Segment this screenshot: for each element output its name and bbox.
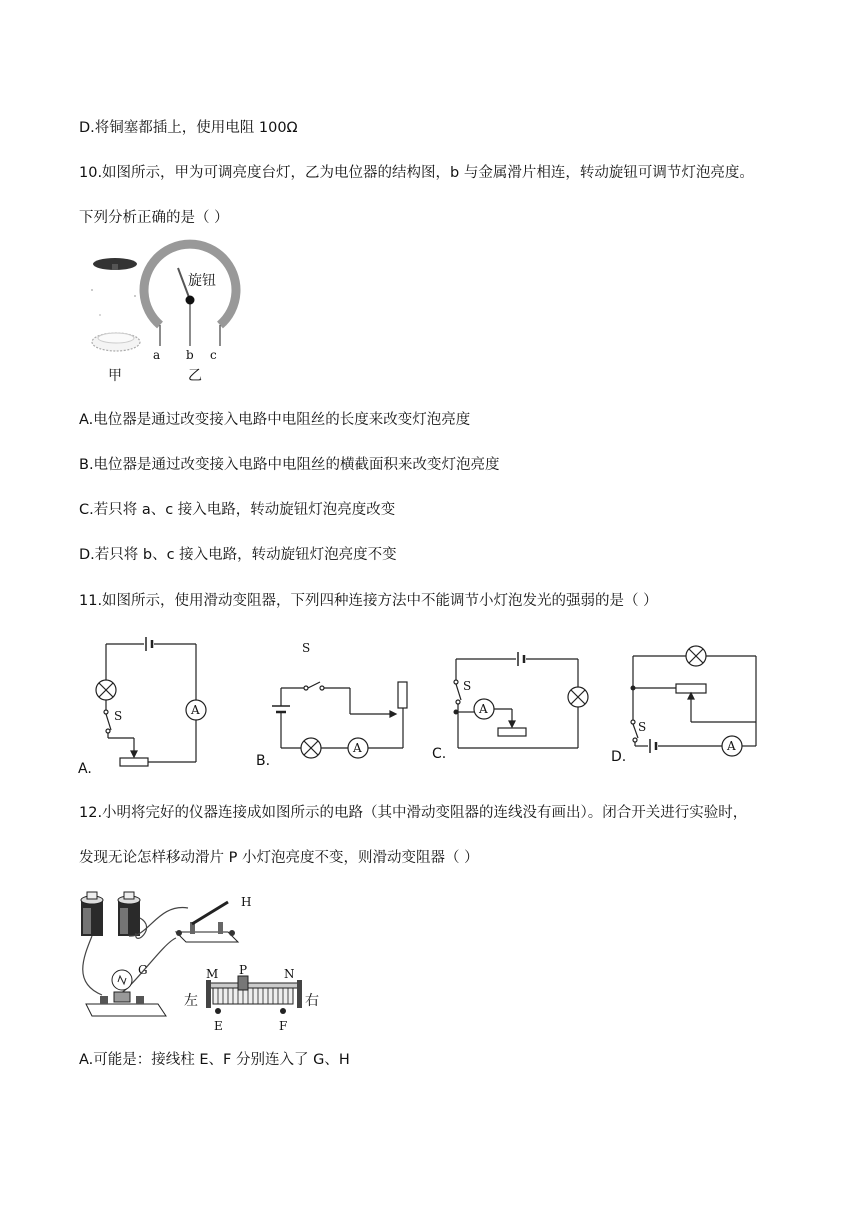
- label-yi: 乙: [188, 368, 202, 384]
- circuit-b: [272, 682, 407, 758]
- figure-12: [78, 888, 328, 1038]
- option-a-q10: A.电位器是通过改变接入电路中电阻丝的长度来改变灯泡亮度: [79, 412, 471, 428]
- label-jia: 甲: [108, 368, 122, 384]
- option-d-q9: D.将铜塞都插上，使用电阻 100Ω: [79, 120, 298, 136]
- question-12: 12.小明将完好的仪器连接成如图所示的电路（其中滑动变阻器的连线没有画出）。闭合开关进行实验时，: [79, 805, 748, 821]
- option-a-q12: A.可能是：接线柱 E、F 分别连入了 G、H: [79, 1052, 350, 1068]
- label-g: G: [138, 963, 148, 977]
- circuit-c: [454, 652, 588, 748]
- rheostat: [206, 976, 302, 1014]
- label-left: 左: [184, 993, 198, 1009]
- ammeter-label-b: A: [353, 741, 362, 755]
- switch-s-label-c: S: [463, 679, 472, 693]
- circuit-d: [631, 646, 756, 756]
- switch-s-label-a: S: [114, 709, 123, 723]
- terminal-b-label: b: [186, 348, 194, 362]
- label-m: M: [206, 967, 219, 981]
- question-10: 10.如图所示，甲为可调亮度台灯，乙为电位器的结构图，b 与金属滑片相连，转动旋钮可调节灯泡亮度。: [79, 165, 754, 181]
- figure-10: [80, 250, 280, 390]
- desk-lamp-image: [91, 258, 140, 351]
- question-11: 11.如图所示，使用滑动变阻器，下列四种连接方法中不能调节小灯泡发光的强弱的是（ ）: [79, 593, 658, 609]
- ammeter-label-d: A: [727, 739, 736, 753]
- label-n: N: [284, 967, 295, 981]
- option-d-label: D.: [611, 749, 627, 765]
- option-b-label: B.: [256, 753, 271, 769]
- label-h: H: [241, 895, 252, 909]
- figure-11: [76, 630, 776, 780]
- terminal-c-label: c: [210, 348, 217, 362]
- option-a-label: A.: [78, 761, 92, 777]
- label-e: E: [214, 1019, 223, 1033]
- switch-s-label-d: S: [638, 720, 647, 734]
- switch-s-label-b: S: [302, 641, 311, 655]
- option-c-q10: C.若只将 a、c 接入电路，转动旋钮灯泡亮度改变: [79, 502, 396, 518]
- battery-pair: [81, 892, 140, 936]
- label-f: F: [279, 1019, 288, 1033]
- potentiometer-diagram: [144, 244, 236, 362]
- option-d-q10: D.若只将 b、c 接入电路，转动旋钮灯泡亮度不变: [79, 547, 397, 563]
- circuit-a: [96, 637, 206, 766]
- label-right: 右: [305, 993, 319, 1009]
- question-10-prompt: 下列分析正确的是（ ）: [79, 210, 229, 226]
- terminal-a-label: a: [153, 348, 161, 362]
- question-12-prompt: 发现无论怎样移动滑片 P 小灯泡亮度不变，则滑动变阻器（ ）: [79, 850, 479, 866]
- ammeter-label-c: A: [479, 702, 488, 716]
- option-c-label: C.: [432, 746, 447, 762]
- knob-label: 旋钮: [188, 273, 216, 289]
- ammeter-label-a: A: [191, 703, 200, 717]
- label-p: P: [239, 963, 248, 977]
- option-b-q10: B.电位器是通过改变接入电路中电阻丝的横截面积来改变灯泡亮度: [79, 457, 500, 473]
